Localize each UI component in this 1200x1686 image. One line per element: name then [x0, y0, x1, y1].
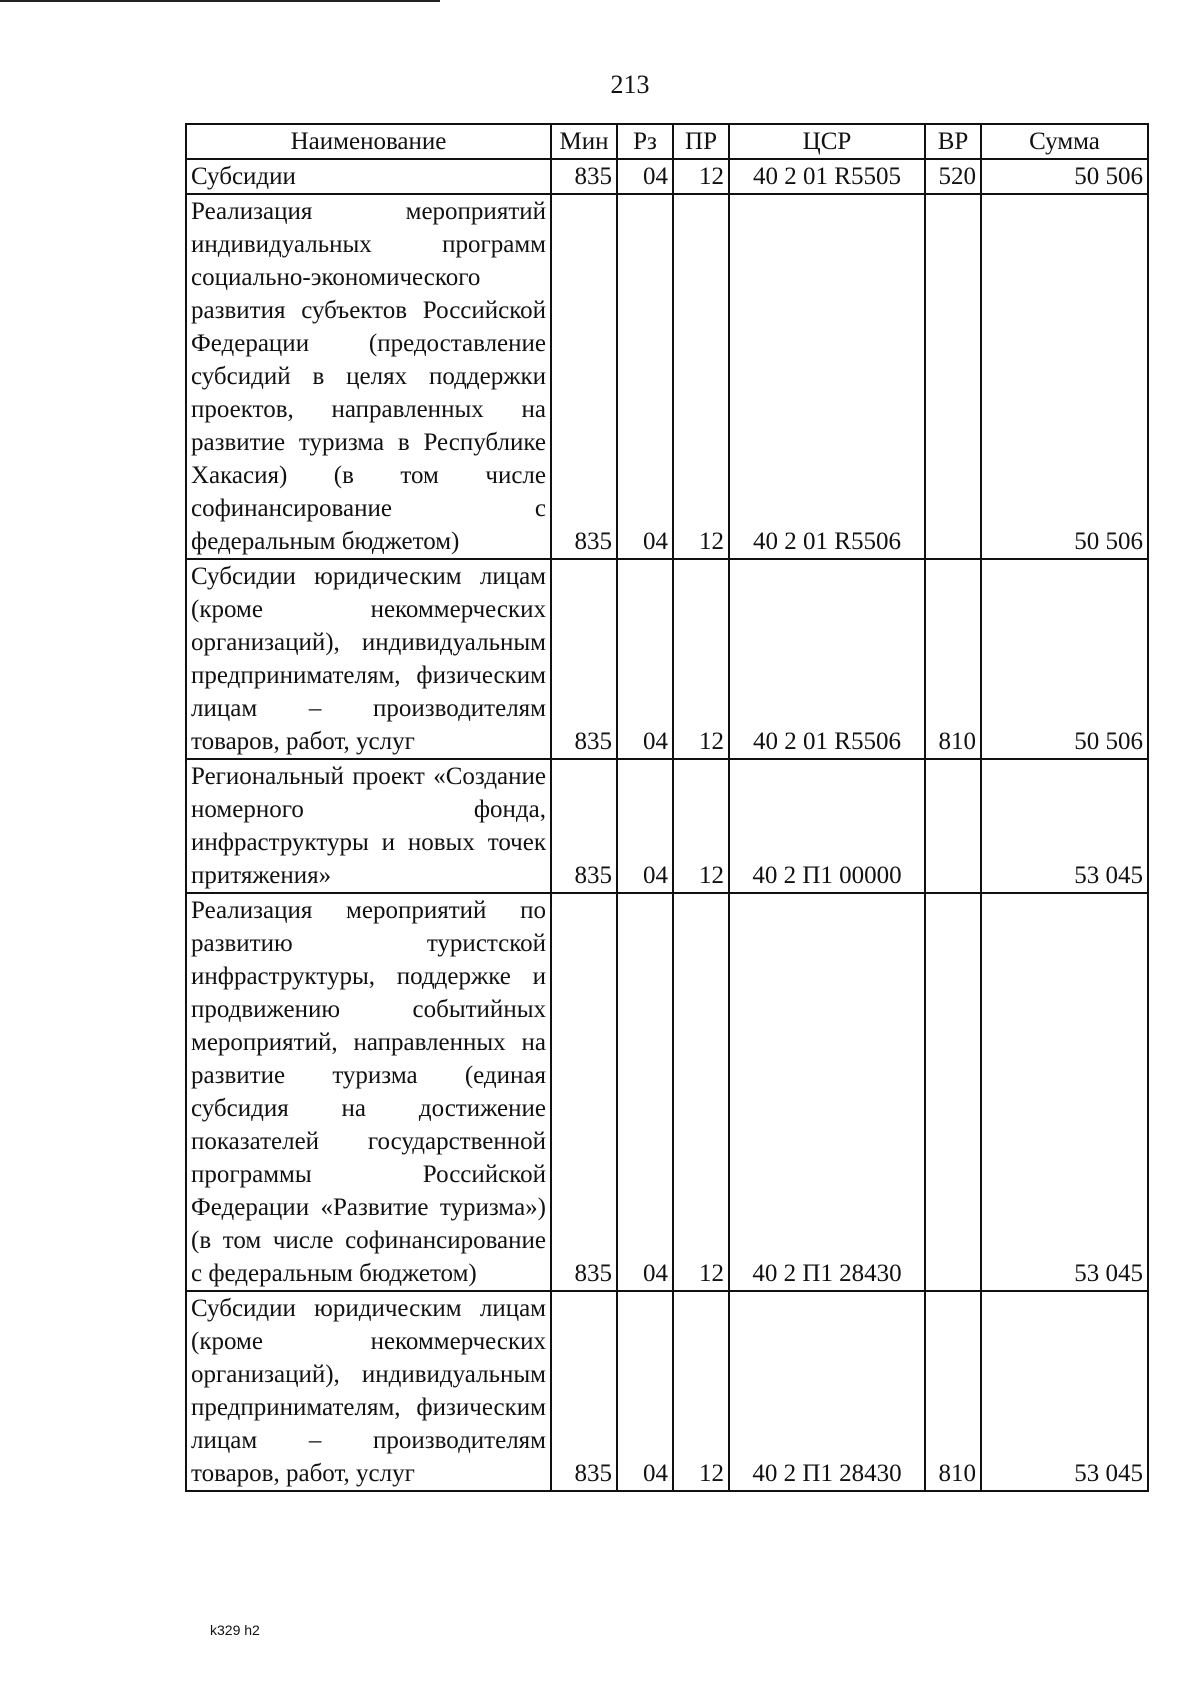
row-rz: 04 — [617, 159, 673, 194]
table-row — [186, 159, 1148, 194]
row-name: Реализация мероприятий по развитию туристской инфраструктуры, поддержке и продвижению событийных мероприятий, направленных на развитие туризма (единая субсидия на достижение показателей государственной программы Российской Федерации «Развитие туризма») (в том числе софинансирование с федеральным бюджетом) — [186, 893, 551, 1291]
row-name: Субсидии — [186, 159, 551, 194]
header-name: Наименование — [186, 124, 551, 159]
row-min: 835 — [551, 893, 617, 1291]
header-rz: Рз — [617, 124, 673, 159]
row-min: 835 — [551, 1291, 617, 1491]
row-csr: 40 2 01 R5506 — [729, 194, 925, 559]
budget-table — [185, 123, 1149, 1492]
header-csr: ЦСР — [729, 124, 925, 159]
row-name: Реализация мероприятий индивидуальных программ социально-экономического развития субъектов Российской Федерации (предоставление субсидий в целях поддержки проектов, направленных на развитие туризма в Республике Хакасия) (в том числе софинансирование с федеральным бюджетом) — [186, 194, 551, 559]
page-number: 213 — [610, 70, 650, 99]
row-pr: 12 — [673, 759, 729, 893]
row-pr: 12 — [673, 194, 729, 559]
header-vr: ВР — [925, 124, 981, 159]
row-vr — [925, 893, 981, 1291]
table-row — [186, 559, 1148, 759]
row-vr: 810 — [925, 559, 981, 759]
row-name: Субсидии юридическим лицам (кроме некоммерческих организаций), индивидуальным предпринимателям, физическим лицам – производителям товаров, работ, услуг — [186, 1291, 551, 1491]
row-vr — [925, 194, 981, 559]
row-sum: 53 045 — [981, 759, 1148, 893]
row-vr: 810 — [925, 1291, 981, 1491]
row-sum: 50 506 — [981, 159, 1148, 194]
row-csr: 40 2 01 R5506 — [729, 559, 925, 759]
row-pr: 12 — [673, 559, 729, 759]
row-csr: 40 2 П1 00000 — [729, 759, 925, 893]
row-rz: 04 — [617, 194, 673, 559]
row-vr — [925, 759, 981, 893]
row-sum: 53 045 — [981, 1291, 1148, 1491]
row-sum: 50 506 — [981, 194, 1148, 559]
row-rz: 04 — [617, 1291, 673, 1491]
row-sum: 53 045 — [981, 893, 1148, 1291]
table-row — [186, 759, 1148, 893]
row-name: Субсидии юридическим лицам (кроме некоммерческих организаций), индивидуальным предпринимателям, физическим лицам – производителям товаров, работ, услуг — [186, 559, 551, 759]
row-name: Региональный проект «Создание номерного фонда, инфраструктуры и новых точек притяжения» — [186, 759, 551, 893]
row-csr: 40 2 01 R5505 — [729, 159, 925, 194]
header-sum: Сумма — [981, 124, 1148, 159]
row-min: 835 — [551, 159, 617, 194]
row-csr: 40 2 П1 28430 — [729, 1291, 925, 1491]
row-min: 835 — [551, 759, 617, 893]
header-min: Мин — [551, 124, 617, 159]
row-min: 835 — [551, 559, 617, 759]
table-row — [186, 893, 1148, 1291]
row-pr: 12 — [673, 1291, 729, 1491]
table-header-row — [186, 124, 1148, 159]
table-row — [186, 1291, 1148, 1491]
row-rz: 04 — [617, 759, 673, 893]
row-sum: 50 506 — [981, 559, 1148, 759]
row-rz: 04 — [617, 893, 673, 1291]
row-pr: 12 — [673, 893, 729, 1291]
row-vr: 520 — [925, 159, 981, 194]
row-rz: 04 — [617, 559, 673, 759]
footer-document-code: k329 h2 — [210, 1622, 260, 1638]
scan-edge-line — [0, 0, 440, 2]
row-pr: 12 — [673, 159, 729, 194]
row-csr: 40 2 П1 28430 — [729, 893, 925, 1291]
row-min: 835 — [551, 194, 617, 559]
table-row — [186, 194, 1148, 559]
header-pr: ПР — [673, 124, 729, 159]
